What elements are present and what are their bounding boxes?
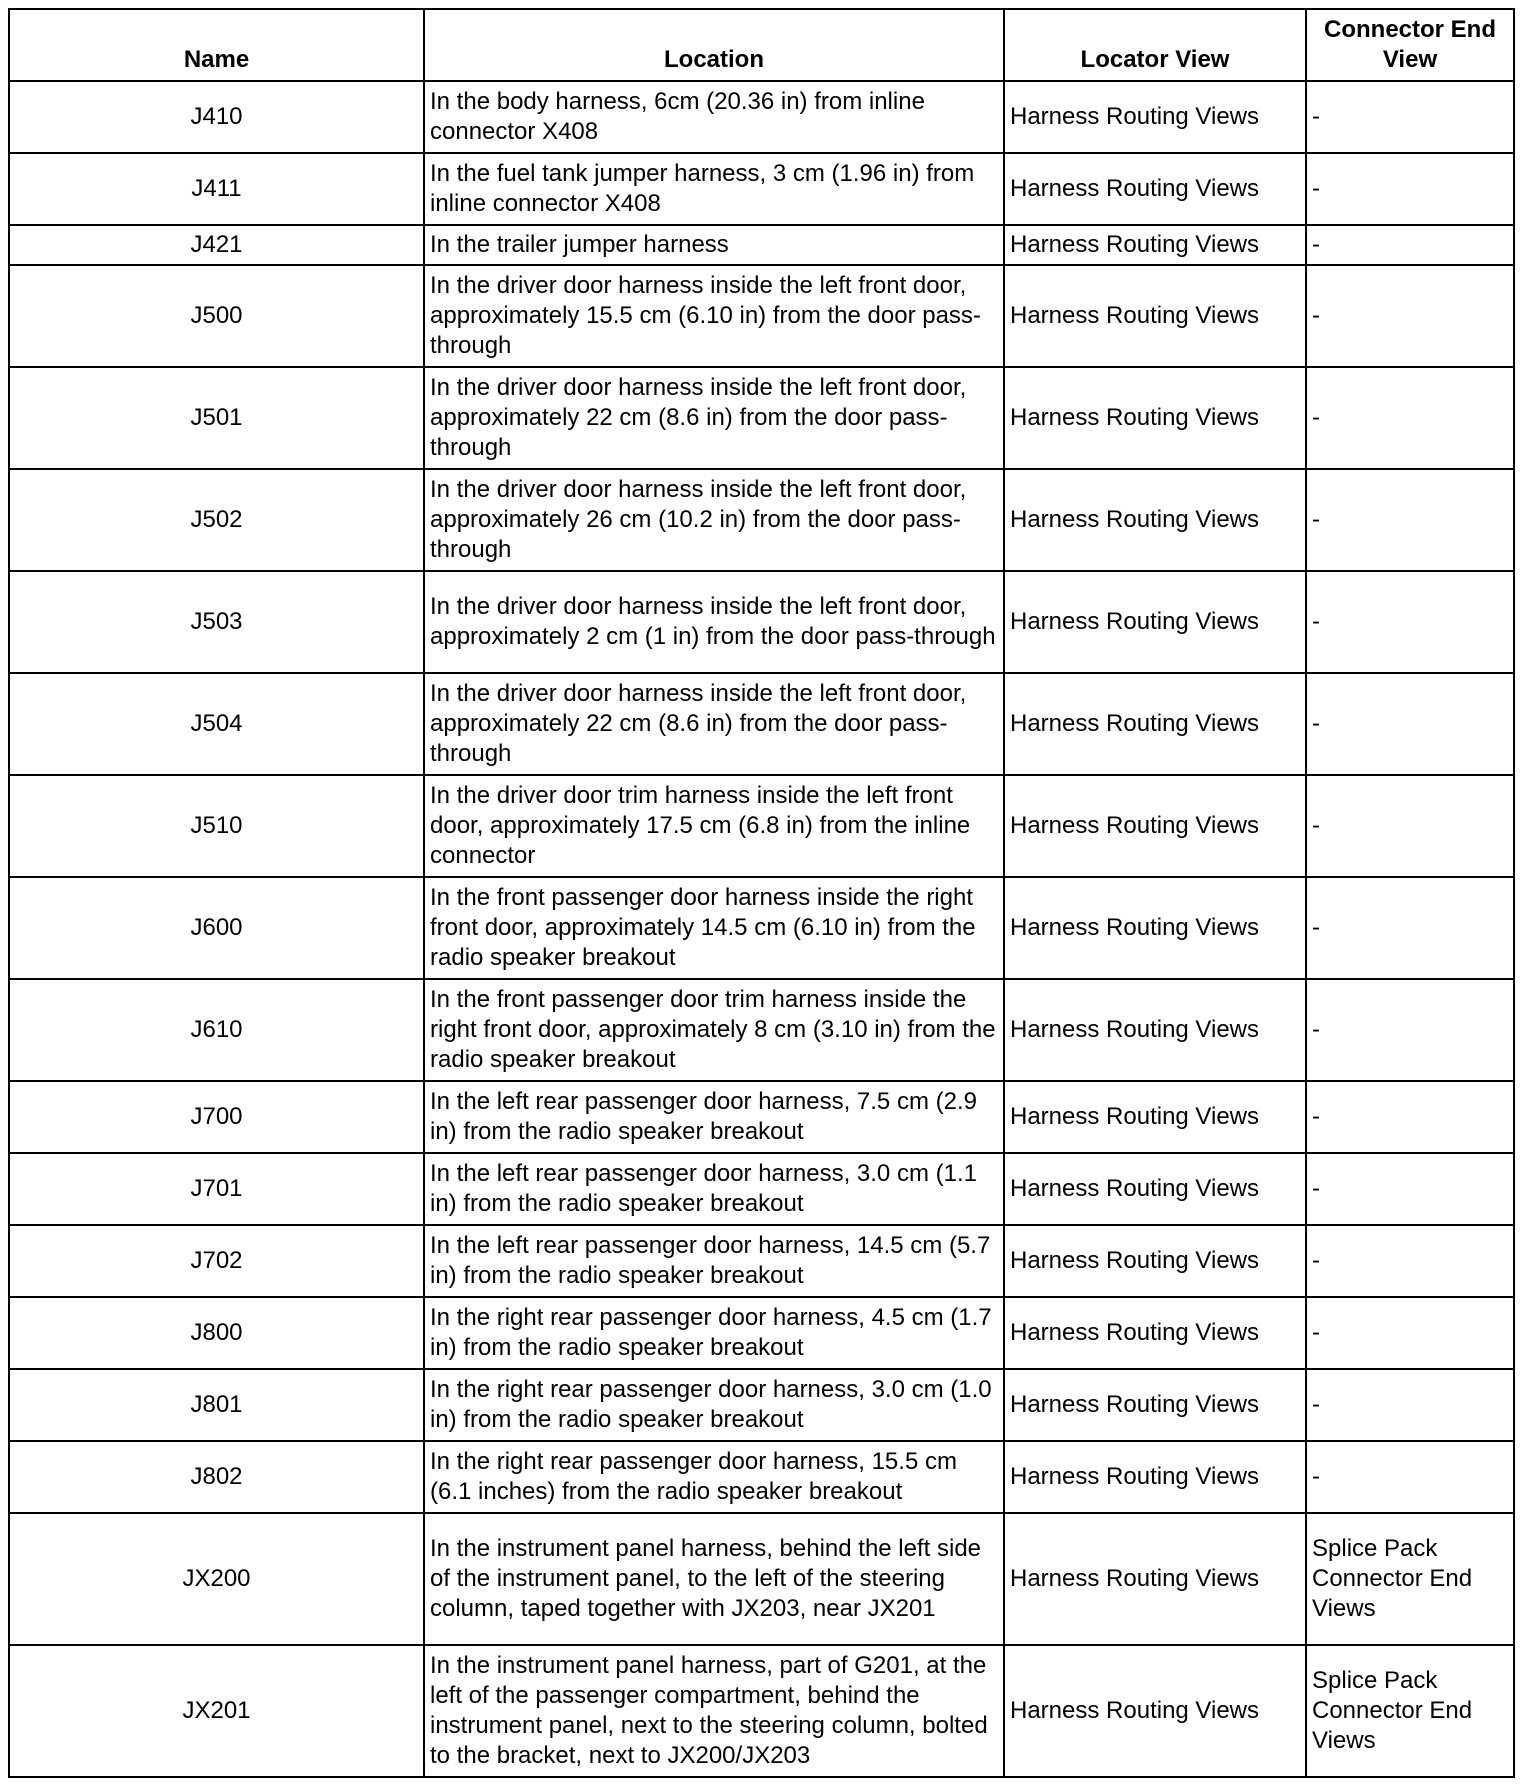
cell-locator-view: Harness Routing Views xyxy=(1004,1369,1306,1441)
cell-locator-view: Harness Routing Views xyxy=(1004,81,1306,153)
table-row xyxy=(9,1297,1514,1369)
cell-location: In the left rear passenger door harness, 3.0 cm (1.1 in) from the radio speaker breakout xyxy=(424,1153,1004,1225)
cell-location: In the driver door harness inside the left front door, approximately 26 cm (10.2 in) from the door pass-through xyxy=(424,469,1004,571)
cell-name: J600 xyxy=(9,877,424,979)
cell-connector-end-view: - xyxy=(1306,877,1514,979)
table-row xyxy=(9,1645,1514,1777)
cell-location: In the right rear passenger door harness, 4.5 cm (1.7 in) from the radio speaker breakout xyxy=(424,1297,1004,1369)
header-name: Name xyxy=(9,9,424,81)
cell-connector-end-view: - xyxy=(1306,81,1514,153)
cell-locator-view: Harness Routing Views xyxy=(1004,225,1306,265)
cell-location: In the instrument panel harness, behind the left side of the instrument panel, to the left of the steering column, taped together with JX203, near JX201 xyxy=(424,1513,1004,1645)
cell-name: JX201 xyxy=(9,1645,424,1777)
cell-name: JX200 xyxy=(9,1513,424,1645)
cell-name: J610 xyxy=(9,979,424,1081)
table-header-row xyxy=(9,9,1514,81)
cell-connector-end-view: - xyxy=(1306,1297,1514,1369)
cell-locator-view: Harness Routing Views xyxy=(1004,1441,1306,1513)
cell-locator-view: Harness Routing Views xyxy=(1004,571,1306,673)
table-row xyxy=(9,1513,1514,1645)
cell-location: In the front passenger door trim harness inside the right front door, approximately 8 cm (3.10 in) from the radio speaker breakout xyxy=(424,979,1004,1081)
table-row xyxy=(9,775,1514,877)
cell-locator-view: Harness Routing Views xyxy=(1004,469,1306,571)
cell-connector-end-view: Splice Pack Connector End Views xyxy=(1306,1645,1514,1777)
cell-name: J702 xyxy=(9,1225,424,1297)
table-row xyxy=(9,1369,1514,1441)
table-row xyxy=(9,153,1514,225)
table-row xyxy=(9,673,1514,775)
cell-name: J502 xyxy=(9,469,424,571)
table-row xyxy=(9,1081,1514,1153)
cell-location: In the front passenger door harness inside the right front door, approximately 14.5 cm (6.10 in) from the radio speaker breakout xyxy=(424,877,1004,979)
cell-location: In the right rear passenger door harness, 3.0 cm (1.0 in) from the radio speaker breakout xyxy=(424,1369,1004,1441)
cell-location: In the driver door harness inside the left front door, approximately 2 cm (1 in) from the door pass-through xyxy=(424,571,1004,673)
cell-location: In the trailer jumper harness xyxy=(424,225,1004,265)
cell-name: J504 xyxy=(9,673,424,775)
cell-connector-end-view: - xyxy=(1306,1441,1514,1513)
cell-location: In the instrument panel harness, part of G201, at the left of the passenger compartment, behind the instrument panel, next to the steering column, bolted to the bracket, next to JX200/JX203 xyxy=(424,1645,1004,1777)
cell-connector-end-view: - xyxy=(1306,571,1514,673)
table-row xyxy=(9,367,1514,469)
cell-locator-view: Harness Routing Views xyxy=(1004,265,1306,367)
header-location: Location xyxy=(424,9,1004,81)
cell-connector-end-view: - xyxy=(1306,1225,1514,1297)
cell-name: J501 xyxy=(9,367,424,469)
cell-location: In the body harness, 6cm (20.36 in) from inline connector X408 xyxy=(424,81,1004,153)
header-locator-view: Locator View xyxy=(1004,9,1306,81)
cell-name: J510 xyxy=(9,775,424,877)
cell-location: In the right rear passenger door harness, 15.5 cm (6.1 inches) from the radio speaker breakout xyxy=(424,1441,1004,1513)
cell-name: J421 xyxy=(9,225,424,265)
cell-connector-end-view: - xyxy=(1306,979,1514,1081)
cell-locator-view: Harness Routing Views xyxy=(1004,1297,1306,1369)
cell-location: In the driver door harness inside the left front door, approximately 15.5 cm (6.10 in) from the door pass-through xyxy=(424,265,1004,367)
cell-connector-end-view: - xyxy=(1306,1153,1514,1225)
cell-location: In the left rear passenger door harness, 14.5 cm (5.7 in) from the radio speaker breakout xyxy=(424,1225,1004,1297)
cell-locator-view: Harness Routing Views xyxy=(1004,1513,1306,1645)
table-row xyxy=(9,225,1514,265)
cell-location: In the left rear passenger door harness, 7.5 cm (2.9 in) from the radio speaker breakout xyxy=(424,1081,1004,1153)
table-row xyxy=(9,265,1514,367)
cell-locator-view: Harness Routing Views xyxy=(1004,775,1306,877)
cell-locator-view: Harness Routing Views xyxy=(1004,153,1306,225)
cell-locator-view: Harness Routing Views xyxy=(1004,979,1306,1081)
cell-name: J800 xyxy=(9,1297,424,1369)
cell-connector-end-view: Splice Pack Connector End Views xyxy=(1306,1513,1514,1645)
cell-locator-view: Harness Routing Views xyxy=(1004,1081,1306,1153)
cell-connector-end-view: - xyxy=(1306,265,1514,367)
cell-name: J500 xyxy=(9,265,424,367)
cell-connector-end-view: - xyxy=(1306,775,1514,877)
cell-location: In the driver door trim harness inside the left front door, approximately 17.5 cm (6.8 in) from the inline connector xyxy=(424,775,1004,877)
cell-locator-view: Harness Routing Views xyxy=(1004,877,1306,979)
cell-location: In the fuel tank jumper harness, 3 cm (1.96 in) from inline connector X408 xyxy=(424,153,1004,225)
table-row xyxy=(9,81,1514,153)
table-row xyxy=(9,1441,1514,1513)
cell-connector-end-view: - xyxy=(1306,1081,1514,1153)
cell-connector-end-view: - xyxy=(1306,225,1514,265)
table-row xyxy=(9,979,1514,1081)
cell-name: J411 xyxy=(9,153,424,225)
cell-location: In the driver door harness inside the left front door, approximately 22 cm (8.6 in) from the door pass-through xyxy=(424,673,1004,775)
cell-name: J801 xyxy=(9,1369,424,1441)
table-row xyxy=(9,469,1514,571)
table-row xyxy=(9,571,1514,673)
cell-name: J410 xyxy=(9,81,424,153)
cell-locator-view: Harness Routing Views xyxy=(1004,1225,1306,1297)
cell-connector-end-view: - xyxy=(1306,153,1514,225)
cell-locator-view: Harness Routing Views xyxy=(1004,673,1306,775)
cell-name: J802 xyxy=(9,1441,424,1513)
splice-location-table xyxy=(8,8,1515,1778)
cell-location: In the driver door harness inside the left front door, approximately 22 cm (8.6 in) from the door pass-through xyxy=(424,367,1004,469)
table-row xyxy=(9,877,1514,979)
header-connector-end-view: Connector End View xyxy=(1306,9,1514,81)
cell-name: J701 xyxy=(9,1153,424,1225)
cell-locator-view: Harness Routing Views xyxy=(1004,1645,1306,1777)
table-row xyxy=(9,1225,1514,1297)
cell-connector-end-view: - xyxy=(1306,469,1514,571)
cell-locator-view: Harness Routing Views xyxy=(1004,1153,1306,1225)
cell-connector-end-view: - xyxy=(1306,673,1514,775)
table-row xyxy=(9,1153,1514,1225)
cell-locator-view: Harness Routing Views xyxy=(1004,367,1306,469)
cell-name: J503 xyxy=(9,571,424,673)
cell-connector-end-view: - xyxy=(1306,1369,1514,1441)
cell-name: J700 xyxy=(9,1081,424,1153)
cell-connector-end-view: - xyxy=(1306,367,1514,469)
